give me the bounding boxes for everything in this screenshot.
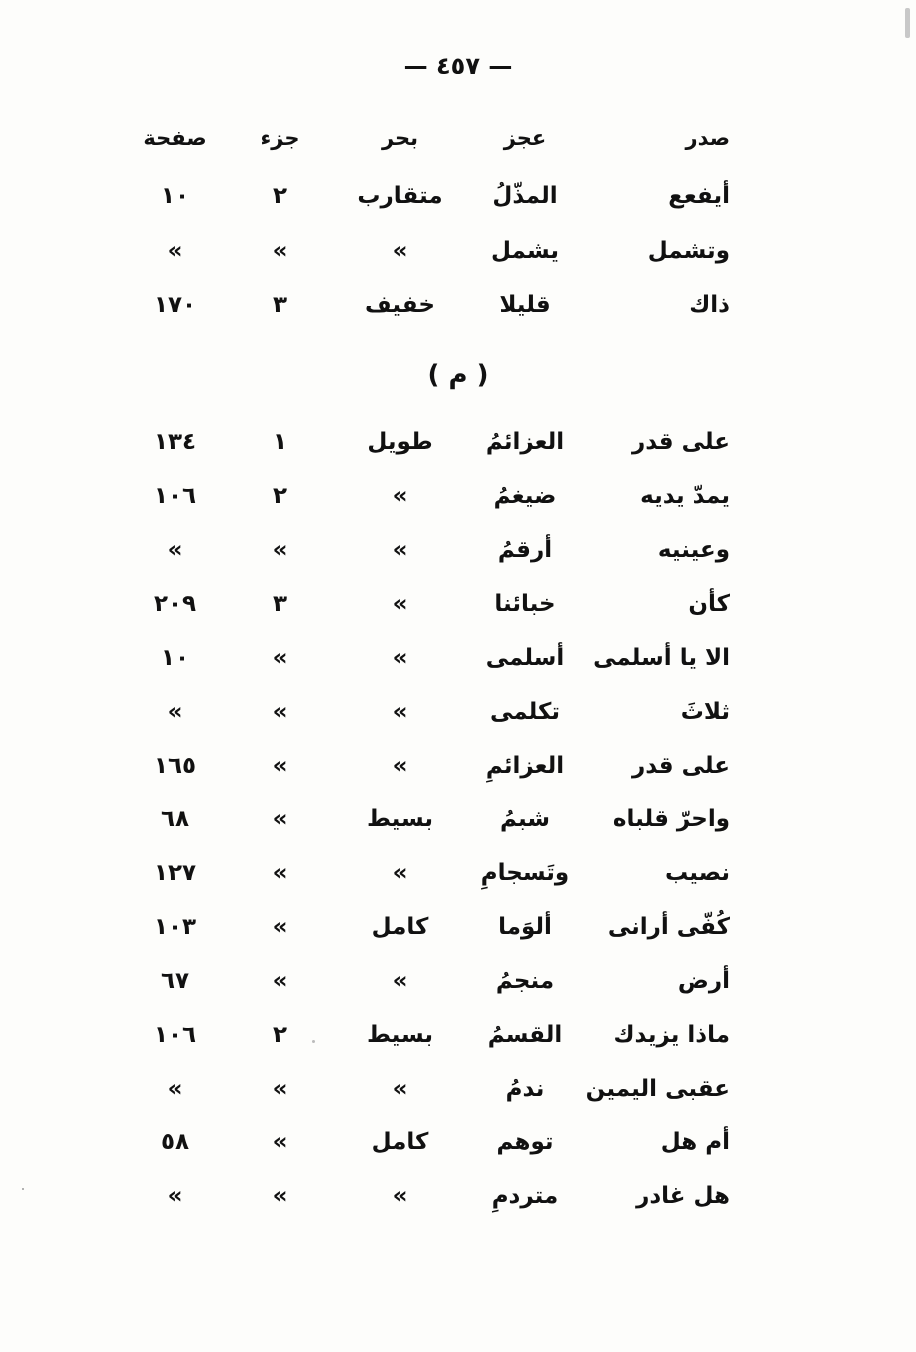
cell-juz: » (272, 238, 288, 264)
table-header (0, 118, 916, 158)
cell-sadr: نصيب (664, 860, 730, 886)
cell-sadr: وعينيه (657, 537, 730, 563)
cell-ajz: العزائمِ (485, 753, 565, 779)
cell-safha: ١٢٧ (153, 860, 197, 886)
cell-ajz: أسلمى (485, 645, 565, 671)
cell-sadr: ماذا يزيدك (613, 1022, 730, 1048)
table-row (0, 476, 916, 516)
cell-juz: » (272, 1076, 288, 1102)
table-row (0, 176, 916, 216)
cell-sadr: يمدّ يديه (640, 483, 730, 509)
cell-ajz: متردمِ (491, 1183, 559, 1209)
scan-speck (22, 1188, 24, 1190)
cell-ajz: وتَسجامِ (480, 860, 570, 886)
cell-juz: ٢ (272, 483, 288, 509)
cell-juz: » (272, 537, 288, 563)
cell-ajz: ضيغمُ (493, 483, 557, 509)
cell-ajz: أرقمُ (497, 537, 553, 563)
cell-bahr: طويل (367, 429, 433, 455)
cell-juz: » (272, 699, 288, 725)
cell-juz: ٣ (272, 292, 288, 318)
cell-bahr: » (392, 860, 408, 886)
cell-sadr: الا يا أسلمى (593, 645, 730, 671)
cell-safha: ١٠٦ (153, 483, 197, 509)
cell-juz: ٢ (272, 1022, 288, 1048)
table-row (0, 530, 916, 570)
table-row (0, 692, 916, 732)
cell-ajz: شبمُ (499, 806, 551, 832)
cell-ajz: منجمُ (495, 968, 555, 994)
table-row (0, 853, 916, 893)
table-row (0, 1015, 916, 1055)
cell-sadr: ثلاثَ (680, 699, 730, 725)
cell-safha: ١٧٠ (153, 292, 197, 318)
cell-sadr: أرض (677, 968, 730, 994)
cell-safha: ١٠٣ (153, 914, 197, 940)
cell-bahr: متقارب (357, 183, 443, 209)
table-row (0, 638, 916, 678)
cell-juz: » (272, 1183, 288, 1209)
cell-ajz: ألوَما (498, 914, 552, 940)
cell-safha: ٦٨ (160, 806, 190, 832)
table-row (0, 746, 916, 786)
scan-speck (312, 1040, 315, 1043)
cell-bahr: » (392, 238, 408, 264)
table-row (0, 285, 916, 325)
header-safha: صفحة (143, 126, 207, 150)
cell-ajz: المذّلُ (492, 183, 558, 209)
cell-bahr: كامل (371, 914, 429, 940)
table-row (0, 422, 916, 462)
cell-sadr: ذاك (689, 292, 730, 318)
cell-bahr: خفيف (365, 292, 435, 318)
page-number: — ٤٥٧ — (403, 52, 513, 80)
header-ajz: عجز (503, 126, 547, 150)
header-bahr: بحر (381, 126, 419, 150)
cell-bahr: » (392, 753, 408, 779)
header-juz: جزء (260, 126, 300, 150)
cell-sadr: على قدر (632, 753, 730, 779)
cell-bahr: » (392, 537, 408, 563)
cell-sadr: أم هل (660, 1129, 730, 1155)
cell-bahr: » (392, 1076, 408, 1102)
cell-safha: ٦٧ (160, 968, 190, 994)
cell-safha: » (167, 238, 183, 264)
cell-safha: » (167, 537, 183, 563)
cell-juz: » (272, 860, 288, 886)
section-heading: ( م ) (427, 360, 489, 390)
cell-safha: » (167, 699, 183, 725)
cell-bahr: كامل (371, 1129, 429, 1155)
cell-ajz: تكلمى (489, 699, 561, 725)
cell-ajz: توهم (496, 1129, 554, 1155)
cell-ajz: العزائمُ (485, 429, 565, 455)
table-row (0, 584, 916, 624)
cell-juz: ٣ (272, 591, 288, 617)
cell-bahr: بسيط (366, 1022, 434, 1048)
cell-safha: » (167, 1076, 183, 1102)
cell-sadr: هل غادر (636, 1183, 730, 1209)
cell-bahr: » (392, 1183, 408, 1209)
cell-bahr: بسيط (366, 806, 434, 832)
cell-juz: ١ (272, 429, 288, 455)
cell-safha: ٢٠٩ (153, 591, 197, 617)
cell-safha: ١٠ (160, 645, 190, 671)
table-row (0, 1176, 916, 1216)
table-row (0, 231, 916, 271)
cell-juz: » (272, 753, 288, 779)
cell-safha: ١٠ (160, 183, 190, 209)
cell-juz: » (272, 645, 288, 671)
cell-sadr: على قدر (632, 429, 730, 455)
cell-safha: ١٣٤ (153, 429, 197, 455)
cell-sadr: عقبى اليمين (585, 1076, 730, 1102)
cell-ajz: خبائنا (494, 591, 556, 617)
cell-bahr: » (392, 645, 408, 671)
cell-safha: ٥٨ (160, 1129, 190, 1155)
cell-ajz: ندمُ (505, 1076, 545, 1102)
cell-sadr: وتشمل (647, 238, 730, 264)
cell-safha: ١٠٦ (153, 1022, 197, 1048)
cell-juz: » (272, 1129, 288, 1155)
cell-bahr: » (392, 591, 408, 617)
cell-juz: ٢ (272, 183, 288, 209)
cell-sadr: واحرّ قلباه (612, 806, 730, 832)
cell-bahr: » (392, 483, 408, 509)
cell-juz: » (272, 914, 288, 940)
table-row (0, 1069, 916, 1109)
scan-speck (905, 8, 910, 38)
cell-ajz: القسمُ (487, 1022, 563, 1048)
table-row (0, 961, 916, 1001)
cell-ajz: يشمل (491, 238, 559, 264)
cell-ajz: قليلا (499, 292, 551, 318)
table-row (0, 799, 916, 839)
cell-juz: » (272, 806, 288, 832)
cell-sadr: كُفّى أرانى (607, 914, 730, 940)
table-row (0, 907, 916, 947)
cell-safha: » (167, 1183, 183, 1209)
cell-safha: ١٦٥ (153, 753, 197, 779)
cell-bahr: » (392, 968, 408, 994)
cell-sadr: كأن (688, 591, 730, 617)
table-row (0, 1122, 916, 1162)
cell-juz: » (272, 968, 288, 994)
header-sadr: صدر (685, 126, 730, 150)
cell-sadr: أيفعع (668, 183, 730, 209)
cell-bahr: » (392, 699, 408, 725)
